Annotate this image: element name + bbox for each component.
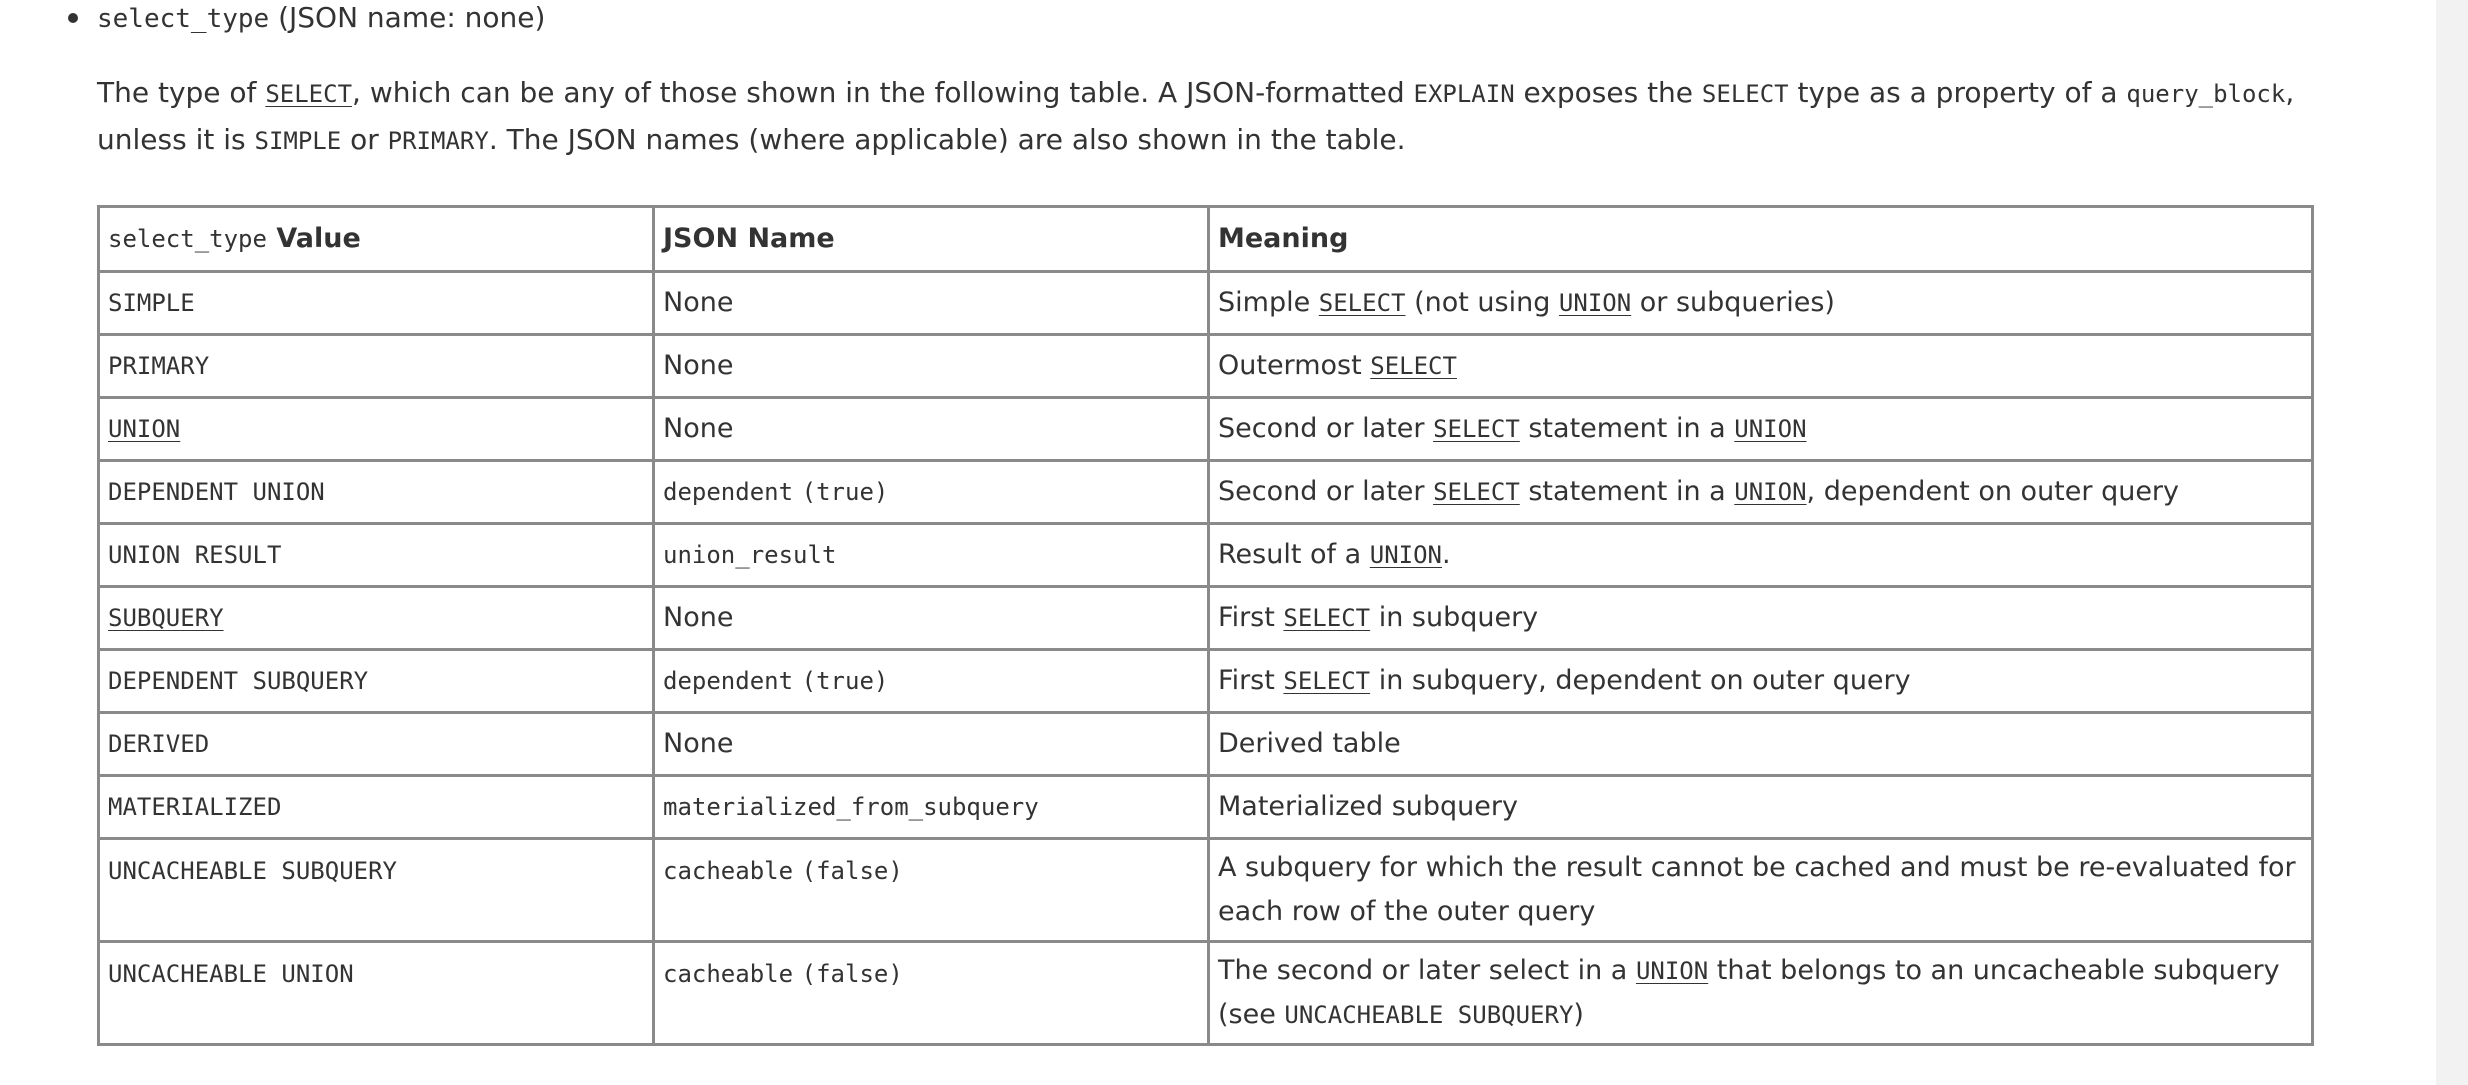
table-row xyxy=(99,713,2313,776)
meaning-cell xyxy=(1209,524,2313,587)
meaning-text: Outermost xyxy=(1218,350,1371,381)
json-name-code: materialized_from_subquery xyxy=(663,793,1039,821)
json-name-cell xyxy=(654,461,1209,524)
meaning-text: Second or later xyxy=(1218,413,1434,444)
meaning-cell xyxy=(1209,587,2313,650)
meaning-cell xyxy=(1209,272,2313,335)
meaning-text: Second or later xyxy=(1218,476,1434,507)
meaning-text: First xyxy=(1218,665,1284,696)
header-json-name: JSON Name xyxy=(654,207,1209,272)
json-name-cell xyxy=(654,272,1209,335)
para-text: , unless it is xyxy=(97,76,2295,156)
table-row xyxy=(99,587,2313,650)
json-name-value: (false) xyxy=(801,960,903,988)
meaning-cell xyxy=(1209,839,2313,942)
select-code: SELECT xyxy=(1701,80,1789,108)
json-name-code: union_result xyxy=(663,541,837,569)
meaning-cell xyxy=(1209,461,2313,524)
table-header-row xyxy=(99,207,2313,272)
para-text: type as a property of a xyxy=(1788,76,2127,109)
value-code: SIMPLE xyxy=(108,289,195,317)
primary-code: PRIMARY xyxy=(387,127,489,155)
meaning-text: Derived table xyxy=(1218,728,1401,759)
header-select-type-value xyxy=(99,207,654,272)
table-row xyxy=(99,461,2313,524)
json-name-code: cacheable xyxy=(663,960,794,988)
value-code: PRIMARY xyxy=(108,352,210,380)
value-cell xyxy=(99,272,654,335)
select-type-table xyxy=(97,205,2314,1046)
simple-code: SIMPLE xyxy=(254,127,342,155)
union-link[interactable]: UNION xyxy=(1734,415,1807,443)
table-row xyxy=(99,650,2313,713)
header-meaning: Meaning xyxy=(1209,207,2313,272)
select-link[interactable]: SELECT xyxy=(1318,289,1406,317)
meaning-cell xyxy=(1209,650,2313,713)
table-row xyxy=(99,524,2313,587)
header-text: Value xyxy=(266,223,361,254)
meaning-text: in subquery, dependent on outer query xyxy=(1370,665,1911,696)
vertical-scrollbar[interactable] xyxy=(2436,0,2468,1085)
value-cell xyxy=(99,839,654,942)
value-code: UNCACHEABLE SUBQUERY xyxy=(108,857,397,885)
json-name: None xyxy=(663,287,734,318)
json-name-cell xyxy=(654,839,1209,942)
json-name-code: dependent xyxy=(663,667,794,695)
bullet-item-select-type xyxy=(97,0,545,37)
value-cell xyxy=(99,587,654,650)
value-cell xyxy=(99,713,654,776)
para-text: or xyxy=(341,123,388,156)
meaning-text: statement in a xyxy=(1519,413,1735,444)
json-name-value: (true) xyxy=(801,667,889,695)
para-text: , which can be any of those shown in the following table. A JSON-formatted xyxy=(352,76,1414,109)
table-row xyxy=(99,398,2313,461)
json-name-code: dependent xyxy=(663,478,794,506)
meaning-cell xyxy=(1209,776,2313,839)
value-cell xyxy=(99,650,654,713)
json-name-value: (false) xyxy=(801,857,903,885)
select-link[interactable]: SELECT xyxy=(1370,352,1457,380)
table-row xyxy=(99,776,2313,839)
table-row xyxy=(99,272,2313,335)
meaning-cell xyxy=(1209,398,2313,461)
json-name-cell xyxy=(654,713,1209,776)
para-text: . The JSON names (where applicable) are also shown in the table. xyxy=(488,123,1406,156)
value-cell xyxy=(99,524,654,587)
meaning-cell xyxy=(1209,335,2313,398)
meaning-text: Simple xyxy=(1218,287,1319,318)
meaning-text: First xyxy=(1218,602,1284,633)
meaning-text: statement in a xyxy=(1519,476,1735,507)
select-link[interactable]: SELECT xyxy=(1433,415,1520,443)
meaning-text: that belongs to an uncacheable subquery (see xyxy=(1218,955,2280,1030)
value-code: DERIVED xyxy=(108,730,210,758)
value-cell xyxy=(99,335,654,398)
value-cell xyxy=(99,461,654,524)
json-name: None xyxy=(663,602,734,633)
explain-code: EXPLAIN xyxy=(1413,80,1515,108)
value-cell xyxy=(99,398,654,461)
meaning-text: Result of a xyxy=(1218,539,1370,570)
json-name: None xyxy=(663,413,734,444)
json-name: None xyxy=(663,728,734,759)
union-link[interactable]: UNION xyxy=(1734,478,1807,506)
meaning-text: in subquery xyxy=(1370,602,1539,633)
query-block-code: query_block xyxy=(2126,80,2286,108)
meaning-text: The second or later select in a xyxy=(1218,955,1636,986)
meaning-text: Materialized subquery xyxy=(1218,791,1518,822)
value-cell xyxy=(99,942,654,1045)
uncacheable-subquery-code: UNCACHEABLE SUBQUERY xyxy=(1284,1001,1574,1029)
table-row xyxy=(99,942,2313,1045)
json-name-value: (true) xyxy=(801,478,889,506)
json-name: None xyxy=(663,350,734,381)
description-paragraph xyxy=(97,70,2327,164)
value-code: MATERIALIZED xyxy=(108,793,282,821)
json-name-code: cacheable xyxy=(663,857,794,885)
union-link[interactable]: UNION xyxy=(1558,289,1632,317)
table-row xyxy=(99,335,2313,398)
meaning-text: A subquery for which the result cannot be cached and must be re-evaluated for each row of the outer query xyxy=(1218,852,2296,927)
json-name-cell xyxy=(654,398,1209,461)
union-link[interactable]: UNION xyxy=(1369,541,1442,569)
para-text: The type of xyxy=(97,76,266,109)
value-code: UNCACHEABLE UNION xyxy=(108,960,354,988)
value-code: UNION RESULT xyxy=(108,541,282,569)
value-code: DEPENDENT SUBQUERY xyxy=(108,667,369,695)
meaning-cell xyxy=(1209,713,2313,776)
meaning-text: ) xyxy=(1573,999,1584,1030)
subquery-value-link[interactable]: SUBQUERY xyxy=(108,604,224,632)
json-name-cell xyxy=(654,650,1209,713)
select-link[interactable]: SELECT xyxy=(1433,478,1520,506)
select-link[interactable]: SELECT xyxy=(1283,604,1371,632)
meaning-text: . xyxy=(1442,539,1451,570)
table-row xyxy=(99,839,2313,942)
meaning-text: , dependent on outer query xyxy=(1806,476,2180,507)
select-link[interactable]: SELECT xyxy=(1283,667,1371,695)
select-type-code: select_type xyxy=(97,4,270,34)
json-name-cell xyxy=(654,524,1209,587)
select-link[interactable]: SELECT xyxy=(265,80,353,108)
para-text: exposes the xyxy=(1514,76,1702,109)
value-code: DEPENDENT UNION xyxy=(108,478,325,506)
meaning-text: or subqueries) xyxy=(1631,287,1835,318)
meaning-cell xyxy=(1209,942,2313,1045)
json-name-cell xyxy=(654,587,1209,650)
meaning-text: (not using xyxy=(1405,287,1559,318)
json-name-cell xyxy=(654,942,1209,1045)
bullet-json-name-note: (JSON name: none) xyxy=(269,1,546,34)
header-code: select_type xyxy=(108,225,267,253)
union-link[interactable]: UNION xyxy=(1635,957,1709,985)
union-value-link[interactable]: UNION xyxy=(108,415,181,443)
bullet-point xyxy=(68,13,78,23)
value-cell xyxy=(99,776,654,839)
json-name-cell xyxy=(654,776,1209,839)
json-name-cell xyxy=(654,335,1209,398)
